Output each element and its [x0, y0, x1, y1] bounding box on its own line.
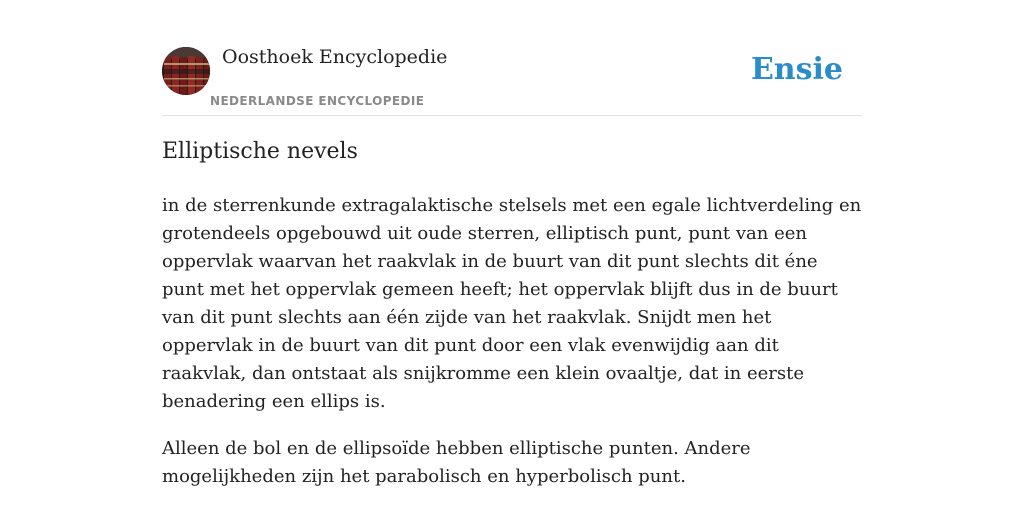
- site-title[interactable]: Oosthoek Encyclopedie: [222, 46, 448, 68]
- ensie-logo[interactable]: Ensie: [750, 52, 843, 87]
- article-paragraph: Alleen de bol en de ellipsoïde hebben elliptische punten. Andere mogelijkheden zijn het parabolisch en hyperbolisch punt.: [162, 438, 751, 487]
- site-header: [162, 40, 862, 116]
- article-paragraph: in de sterrenkunde extragalaktische stelsels met een egale lichtverdeling en grotendeels opgebouwd uit oude sterren, elliptisch punt, punt van een oppervlak waarvan het raakvlak in de buurt van dit punt slechts dit éne punt met het oppervlak gemeen heeft; het oppervlak blijft dus in de buurt van dit punt slechts aan één zijde van het raakvlak. Snijdt men het oppervlak in de buurt van dit punt door een vlak evenwijdig aan dit raakvlak, dan ontstaat als snijkromme een klein ovaaltje, dat in eerste benadering een ellips is.: [162, 195, 862, 412]
- article-body: [162, 192, 862, 510]
- site-subtitle: NEDERLANDSE ENCYCLOPEDIE: [210, 94, 425, 108]
- encyclopedia-books-icon[interactable]: [162, 47, 210, 95]
- article-title: Elliptische nevels: [162, 139, 358, 164]
